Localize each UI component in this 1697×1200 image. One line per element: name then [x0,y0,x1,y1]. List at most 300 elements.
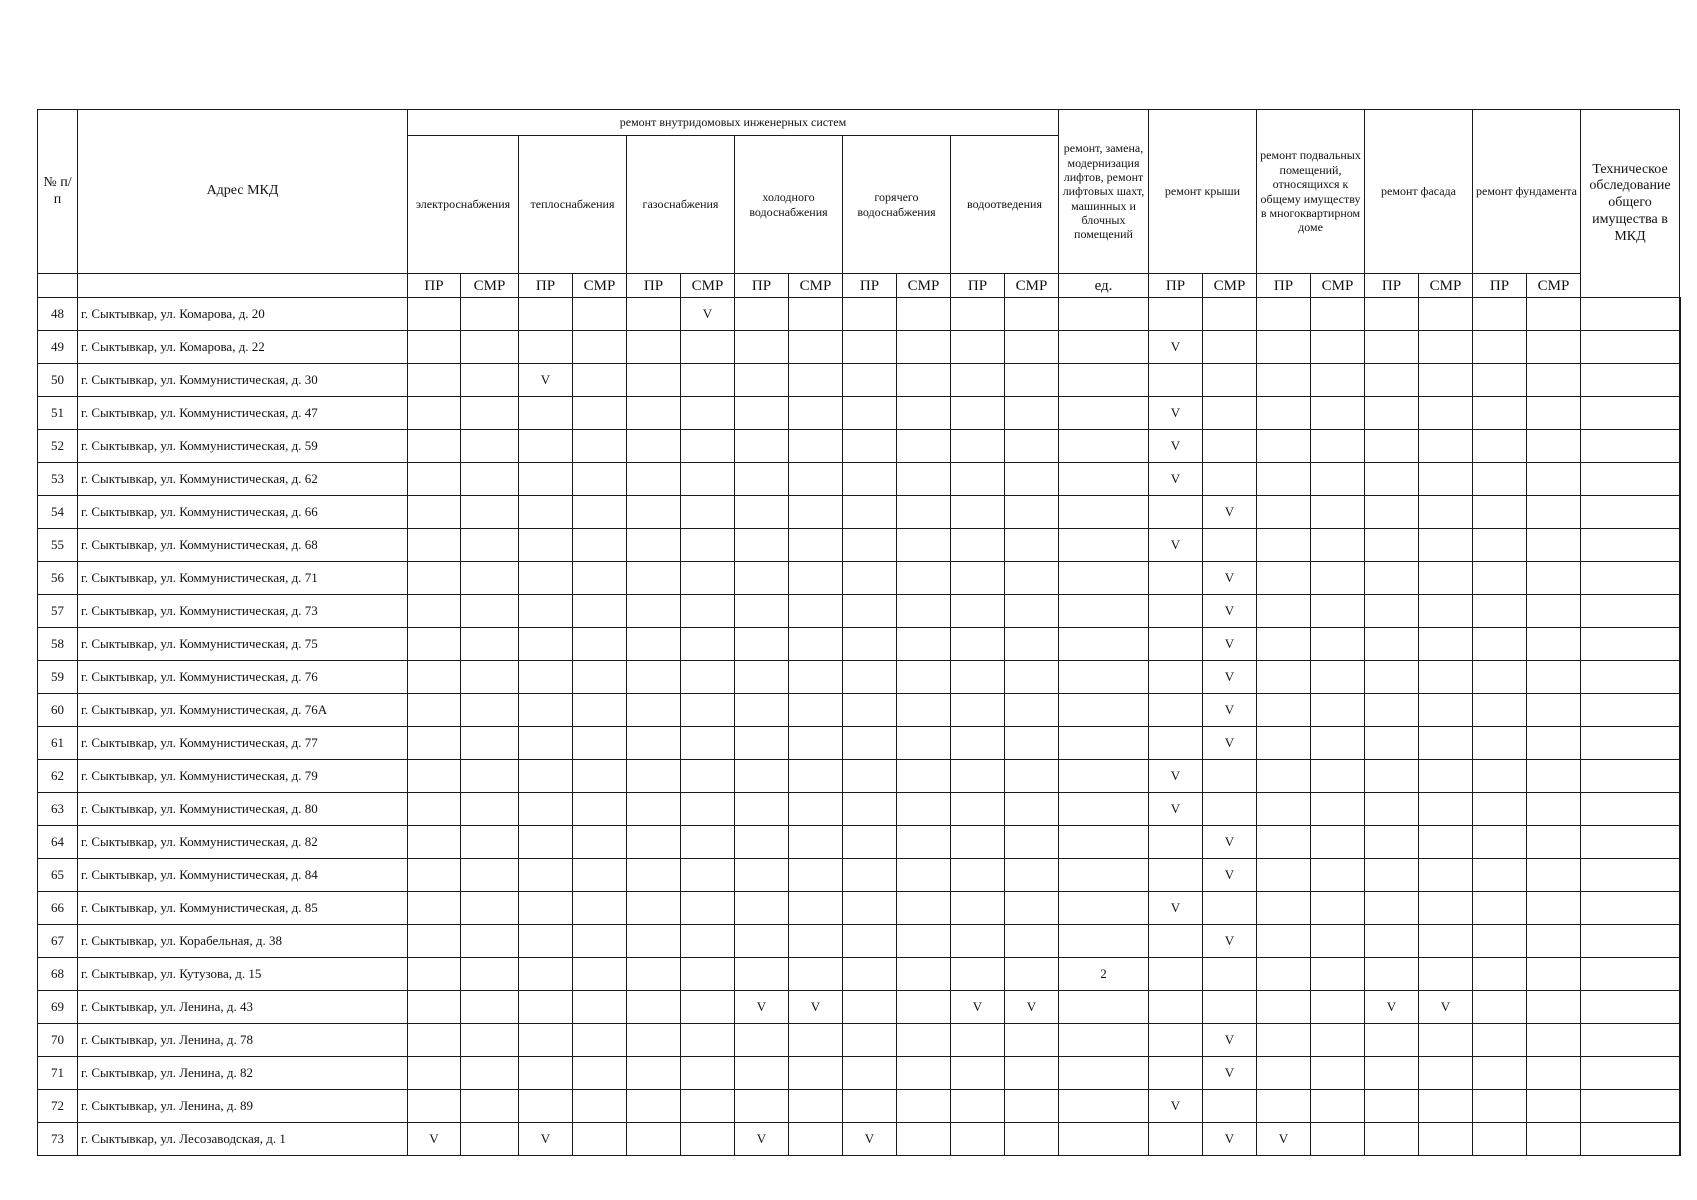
row-cell [897,529,951,562]
table-row [38,562,1681,595]
row-cell [519,727,573,760]
row-cell [1149,826,1203,859]
row-cell [735,628,789,661]
row-address: г. Сыктывкар, ул. Коммунистическая, д. 80 [78,793,408,826]
row-cell [897,727,951,760]
row-cell [1257,496,1311,529]
row-cell [951,694,1005,727]
row-cell [1005,364,1059,397]
table-row [38,1057,1681,1090]
row-address: г. Сыктывкар, ул. Коммунистическая, д. 71 [78,562,408,595]
row-cell [1680,364,1681,397]
row-cell [1680,661,1681,694]
row-cell [1365,760,1419,793]
row-cell [519,760,573,793]
row-cell [681,760,735,793]
row-cell [951,496,1005,529]
row-cell [1203,463,1257,496]
table-row [38,364,1681,397]
row-cell [897,298,951,331]
row-cell [1419,859,1473,892]
row-cell [627,1123,681,1156]
row-cell [1527,1123,1581,1156]
row-cell [1365,628,1419,661]
row-cell [1257,562,1311,595]
row-cell [519,892,573,925]
row-cell [408,661,461,694]
row-cell [1365,331,1419,364]
row-number: 53 [38,463,78,496]
header-inspection: Техническое обследование общего имущества в МКД [1581,110,1680,298]
row-number: 70 [38,1024,78,1057]
row-cell [627,628,681,661]
row-cell [1257,661,1311,694]
row-cell [1365,694,1419,727]
row-cell [1257,859,1311,892]
row-cell [627,958,681,991]
header-pr: ПР [1257,274,1311,298]
row-address: г. Сыктывкар, ул. Коммунистическая, д. 68 [78,529,408,562]
row-cell [1149,628,1203,661]
row-cell [789,529,843,562]
row-cell [897,958,951,991]
row-cell [573,826,627,859]
row-number: 68 [38,958,78,991]
row-address: г. Сыктывкар, ул. Коммунистическая, д. 79 [78,760,408,793]
row-cell [1365,496,1419,529]
row-cell [1527,793,1581,826]
row-cell: V [1005,991,1059,1024]
row-cell [1005,430,1059,463]
row-cell [843,925,897,958]
row-cell [408,397,461,430]
row-cell [1005,793,1059,826]
row-cell [1419,892,1473,925]
row-cell: V [735,991,789,1024]
row-cell [627,595,681,628]
row-cell [1311,430,1365,463]
row-cell [681,991,735,1024]
row-cell [461,661,519,694]
row-cell [1311,1024,1365,1057]
header-gas: газоснабжения [627,136,735,274]
row-cell: V [1257,1123,1311,1156]
row-cell [1680,1057,1681,1090]
row-cell [1005,463,1059,496]
row-cell [789,364,843,397]
row-cell [1365,727,1419,760]
row-address: г. Сыктывкар, ул. Коммунистическая, д. 84 [78,859,408,892]
row-address: г. Сыктывкар, ул. Ленина, д. 82 [78,1057,408,1090]
header-sewer: водоотведения [951,136,1059,274]
row-cell [789,793,843,826]
row-cell [1419,364,1473,397]
row-cell [627,496,681,529]
row-cell [573,859,627,892]
row-cell [1257,1090,1311,1123]
row-cell [1311,694,1365,727]
row-cell [573,661,627,694]
row-cell [1581,727,1680,760]
row-cell [897,562,951,595]
row-cell [1257,991,1311,1024]
row-cell [897,1090,951,1123]
row-cell [897,496,951,529]
row-number: 51 [38,397,78,430]
row-cell [573,892,627,925]
row-cell: V [1149,331,1203,364]
row-cell [1365,298,1419,331]
row-cell [1203,430,1257,463]
table-row [38,1024,1681,1057]
header-foundation: ремонт фундамента [1473,110,1581,274]
row-cell [461,1123,519,1156]
row-cell [461,925,519,958]
header-pr: ПР [735,274,789,298]
row-address: г. Сыктывкар, ул. Ленина, д. 43 [78,991,408,1024]
table-row [38,991,1681,1024]
row-cell [681,1090,735,1123]
row-cell [408,925,461,958]
row-cell [1581,562,1680,595]
row-cell [897,1123,951,1156]
row-cell [789,925,843,958]
row-cell [627,760,681,793]
row-cell [1149,496,1203,529]
row-number: 65 [38,859,78,892]
header-smr: СМР [1311,274,1365,298]
row-cell [735,793,789,826]
row-cell [681,562,735,595]
row-cell [461,331,519,364]
header-engineering-systems: ремонт внутридомовых инженерных систем [408,110,1059,136]
row-cell [627,331,681,364]
header-units: ед. [1059,274,1149,298]
row-cell [843,727,897,760]
row-cell [1149,727,1203,760]
row-cell [1581,760,1680,793]
row-cell [789,892,843,925]
row-cell [1581,529,1680,562]
table-row [38,331,1681,364]
row-cell [1473,793,1527,826]
row-cell [408,628,461,661]
row-cell [1581,331,1680,364]
repair-schedule-table [37,109,1681,1156]
row-cell [573,430,627,463]
row-cell [461,1057,519,1090]
row-cell [1419,760,1473,793]
row-cell: V [1203,694,1257,727]
row-cell [1527,694,1581,727]
row-cell [461,529,519,562]
row-cell [1419,1123,1473,1156]
row-cell [1473,331,1527,364]
row-address: г. Сыктывкар, ул. Коммунистическая, д. 76 [78,661,408,694]
row-cell [1149,991,1203,1024]
table-row [38,859,1681,892]
row-cell [1203,331,1257,364]
row-cell [1257,463,1311,496]
row-cell [789,496,843,529]
row-cell: V [1149,397,1203,430]
row-number: 52 [38,430,78,463]
row-cell [843,694,897,727]
row-cell [1005,562,1059,595]
row-cell [681,892,735,925]
row-cell [1059,430,1149,463]
header-pr: ПР [1149,274,1203,298]
row-cell [573,562,627,595]
row-cell [573,793,627,826]
row-cell [843,463,897,496]
table-row [38,628,1681,661]
row-cell [627,694,681,727]
row-cell [519,298,573,331]
row-cell [789,298,843,331]
row-cell [843,760,897,793]
row-cell [1311,760,1365,793]
row-cell [519,793,573,826]
row-number: 66 [38,892,78,925]
row-cell [1680,793,1681,826]
row-cell: V [789,991,843,1024]
row-cell [1419,430,1473,463]
row-cell [789,661,843,694]
row-cell [1527,1057,1581,1090]
row-number: 58 [38,628,78,661]
header-facade: ремонт фасада [1365,110,1473,274]
row-cell [951,364,1005,397]
row-cell [1581,1024,1680,1057]
row-cell [735,760,789,793]
row-cell [735,958,789,991]
row-address: г. Сыктывкар, ул. Комарова, д. 20 [78,298,408,331]
row-cell [1257,694,1311,727]
row-cell [1473,694,1527,727]
row-cell [897,859,951,892]
row-cell [573,463,627,496]
row-cell [1527,925,1581,958]
row-cell [1059,1090,1149,1123]
row-cell [627,397,681,430]
row-cell [408,595,461,628]
row-cell [681,463,735,496]
row-cell [1581,1123,1680,1156]
row-cell [1059,496,1149,529]
row-cell [735,529,789,562]
row-cell [1419,529,1473,562]
row-cell [1203,529,1257,562]
row-cell [627,463,681,496]
row-cell [1365,958,1419,991]
row-cell [1311,925,1365,958]
row-cell [681,496,735,529]
row-cell [735,1057,789,1090]
row-cell [408,826,461,859]
row-cell [1365,595,1419,628]
row-cell [1527,661,1581,694]
row-cell [897,397,951,430]
row-cell [1059,1057,1149,1090]
row-cell [1257,892,1311,925]
row-cell [1680,397,1681,430]
row-cell [1005,1090,1059,1123]
table-row [38,826,1681,859]
row-address: г. Сыктывкар, ул. Коммунистическая, д. 76А [78,694,408,727]
row-cell [1581,430,1680,463]
row-cell [1473,463,1527,496]
row-cell [1419,463,1473,496]
row-cell [951,397,1005,430]
row-cell [1473,760,1527,793]
row-cell [1203,958,1257,991]
row-cell [461,826,519,859]
row-cell [1257,793,1311,826]
row-cell: V [1203,925,1257,958]
header-num: № п/п [38,110,78,274]
row-cell [1527,595,1581,628]
row-cell [461,859,519,892]
row-cell [1257,430,1311,463]
row-cell [1527,331,1581,364]
row-cell [789,826,843,859]
row-number: 69 [38,991,78,1024]
row-cell [1473,628,1527,661]
header-roof: ремонт крыши [1149,110,1257,274]
row-cell [1203,793,1257,826]
row-cell [1005,1024,1059,1057]
row-cell [1257,760,1311,793]
row-address: г. Сыктывкар, ул. Коммунистическая, д. 66 [78,496,408,529]
row-cell [1527,628,1581,661]
row-cell [461,1090,519,1123]
row-cell [1311,364,1365,397]
row-cell [897,1057,951,1090]
table-row [38,958,1681,991]
row-cell [735,595,789,628]
row-cell [1581,463,1680,496]
row-cell [1059,991,1149,1024]
header-smr: СМР [461,274,519,298]
row-cell [681,958,735,991]
row-cell [461,694,519,727]
row-cell: V [1419,991,1473,1024]
row-cell [1365,859,1419,892]
row-cell [681,826,735,859]
row-cell [1311,991,1365,1024]
row-cell [1680,826,1681,859]
row-cell [1257,1057,1311,1090]
row-cell [1365,1123,1419,1156]
row-cell [627,1024,681,1057]
row-cell [843,595,897,628]
row-cell [681,397,735,430]
row-cell [1365,826,1419,859]
row-cell [897,694,951,727]
row-cell [461,364,519,397]
row-cell [735,496,789,529]
row-cell [951,892,1005,925]
row-cell [408,694,461,727]
row-cell [951,430,1005,463]
row-cell [519,331,573,364]
row-cell [681,364,735,397]
row-cell [735,727,789,760]
row-cell [1581,1090,1680,1123]
table-row [38,661,1681,694]
row-cell [461,496,519,529]
row-cell [951,1123,1005,1156]
table-row [38,1090,1681,1123]
row-cell [1005,397,1059,430]
row-number: 56 [38,562,78,595]
row-cell [1005,892,1059,925]
row-number: 54 [38,496,78,529]
row-address: г. Сыктывкар, ул. Коммунистическая, д. 47 [78,397,408,430]
row-cell [735,694,789,727]
row-cell [897,925,951,958]
row-cell [735,298,789,331]
row-cell [1005,694,1059,727]
row-cell [681,859,735,892]
row-cell [1680,496,1681,529]
row-address: г. Сыктывкар, ул. Комарова, д. 22 [78,331,408,364]
row-cell [1311,628,1365,661]
table-header [38,110,1681,298]
row-cell [1419,727,1473,760]
row-cell [1581,496,1680,529]
row-cell [519,529,573,562]
row-cell [735,430,789,463]
row-address: г. Сыктывкар, ул. Коммунистическая, д. 73 [78,595,408,628]
row-cell [1527,1024,1581,1057]
row-cell: V [1203,859,1257,892]
row-cell [1680,1090,1681,1123]
row-cell [789,1090,843,1123]
row-address: г. Сыктывкар, ул. Коммунистическая, д. 82 [78,826,408,859]
row-cell [681,727,735,760]
row-cell [519,925,573,958]
header-cold-water: холодного водоснабжения [735,136,843,274]
table-row [38,1123,1681,1156]
row-cell [461,397,519,430]
row-cell [681,1057,735,1090]
row-number: 59 [38,661,78,694]
row-cell [1203,892,1257,925]
row-cell [519,595,573,628]
row-cell [1149,1024,1203,1057]
row-cell [1680,859,1681,892]
row-cell [1149,298,1203,331]
row-cell [1527,760,1581,793]
row-cell: 2 [1059,958,1149,991]
row-cell [1527,430,1581,463]
row-cell [1203,991,1257,1024]
row-cell [627,793,681,826]
row-cell [461,595,519,628]
table-row [38,430,1681,463]
row-cell [789,1123,843,1156]
row-cell [681,595,735,628]
row-cell [951,793,1005,826]
row-cell [1059,1123,1149,1156]
row-cell [1419,562,1473,595]
row-cell [1059,727,1149,760]
row-cell [843,331,897,364]
row-cell [573,628,627,661]
row-cell [1311,397,1365,430]
